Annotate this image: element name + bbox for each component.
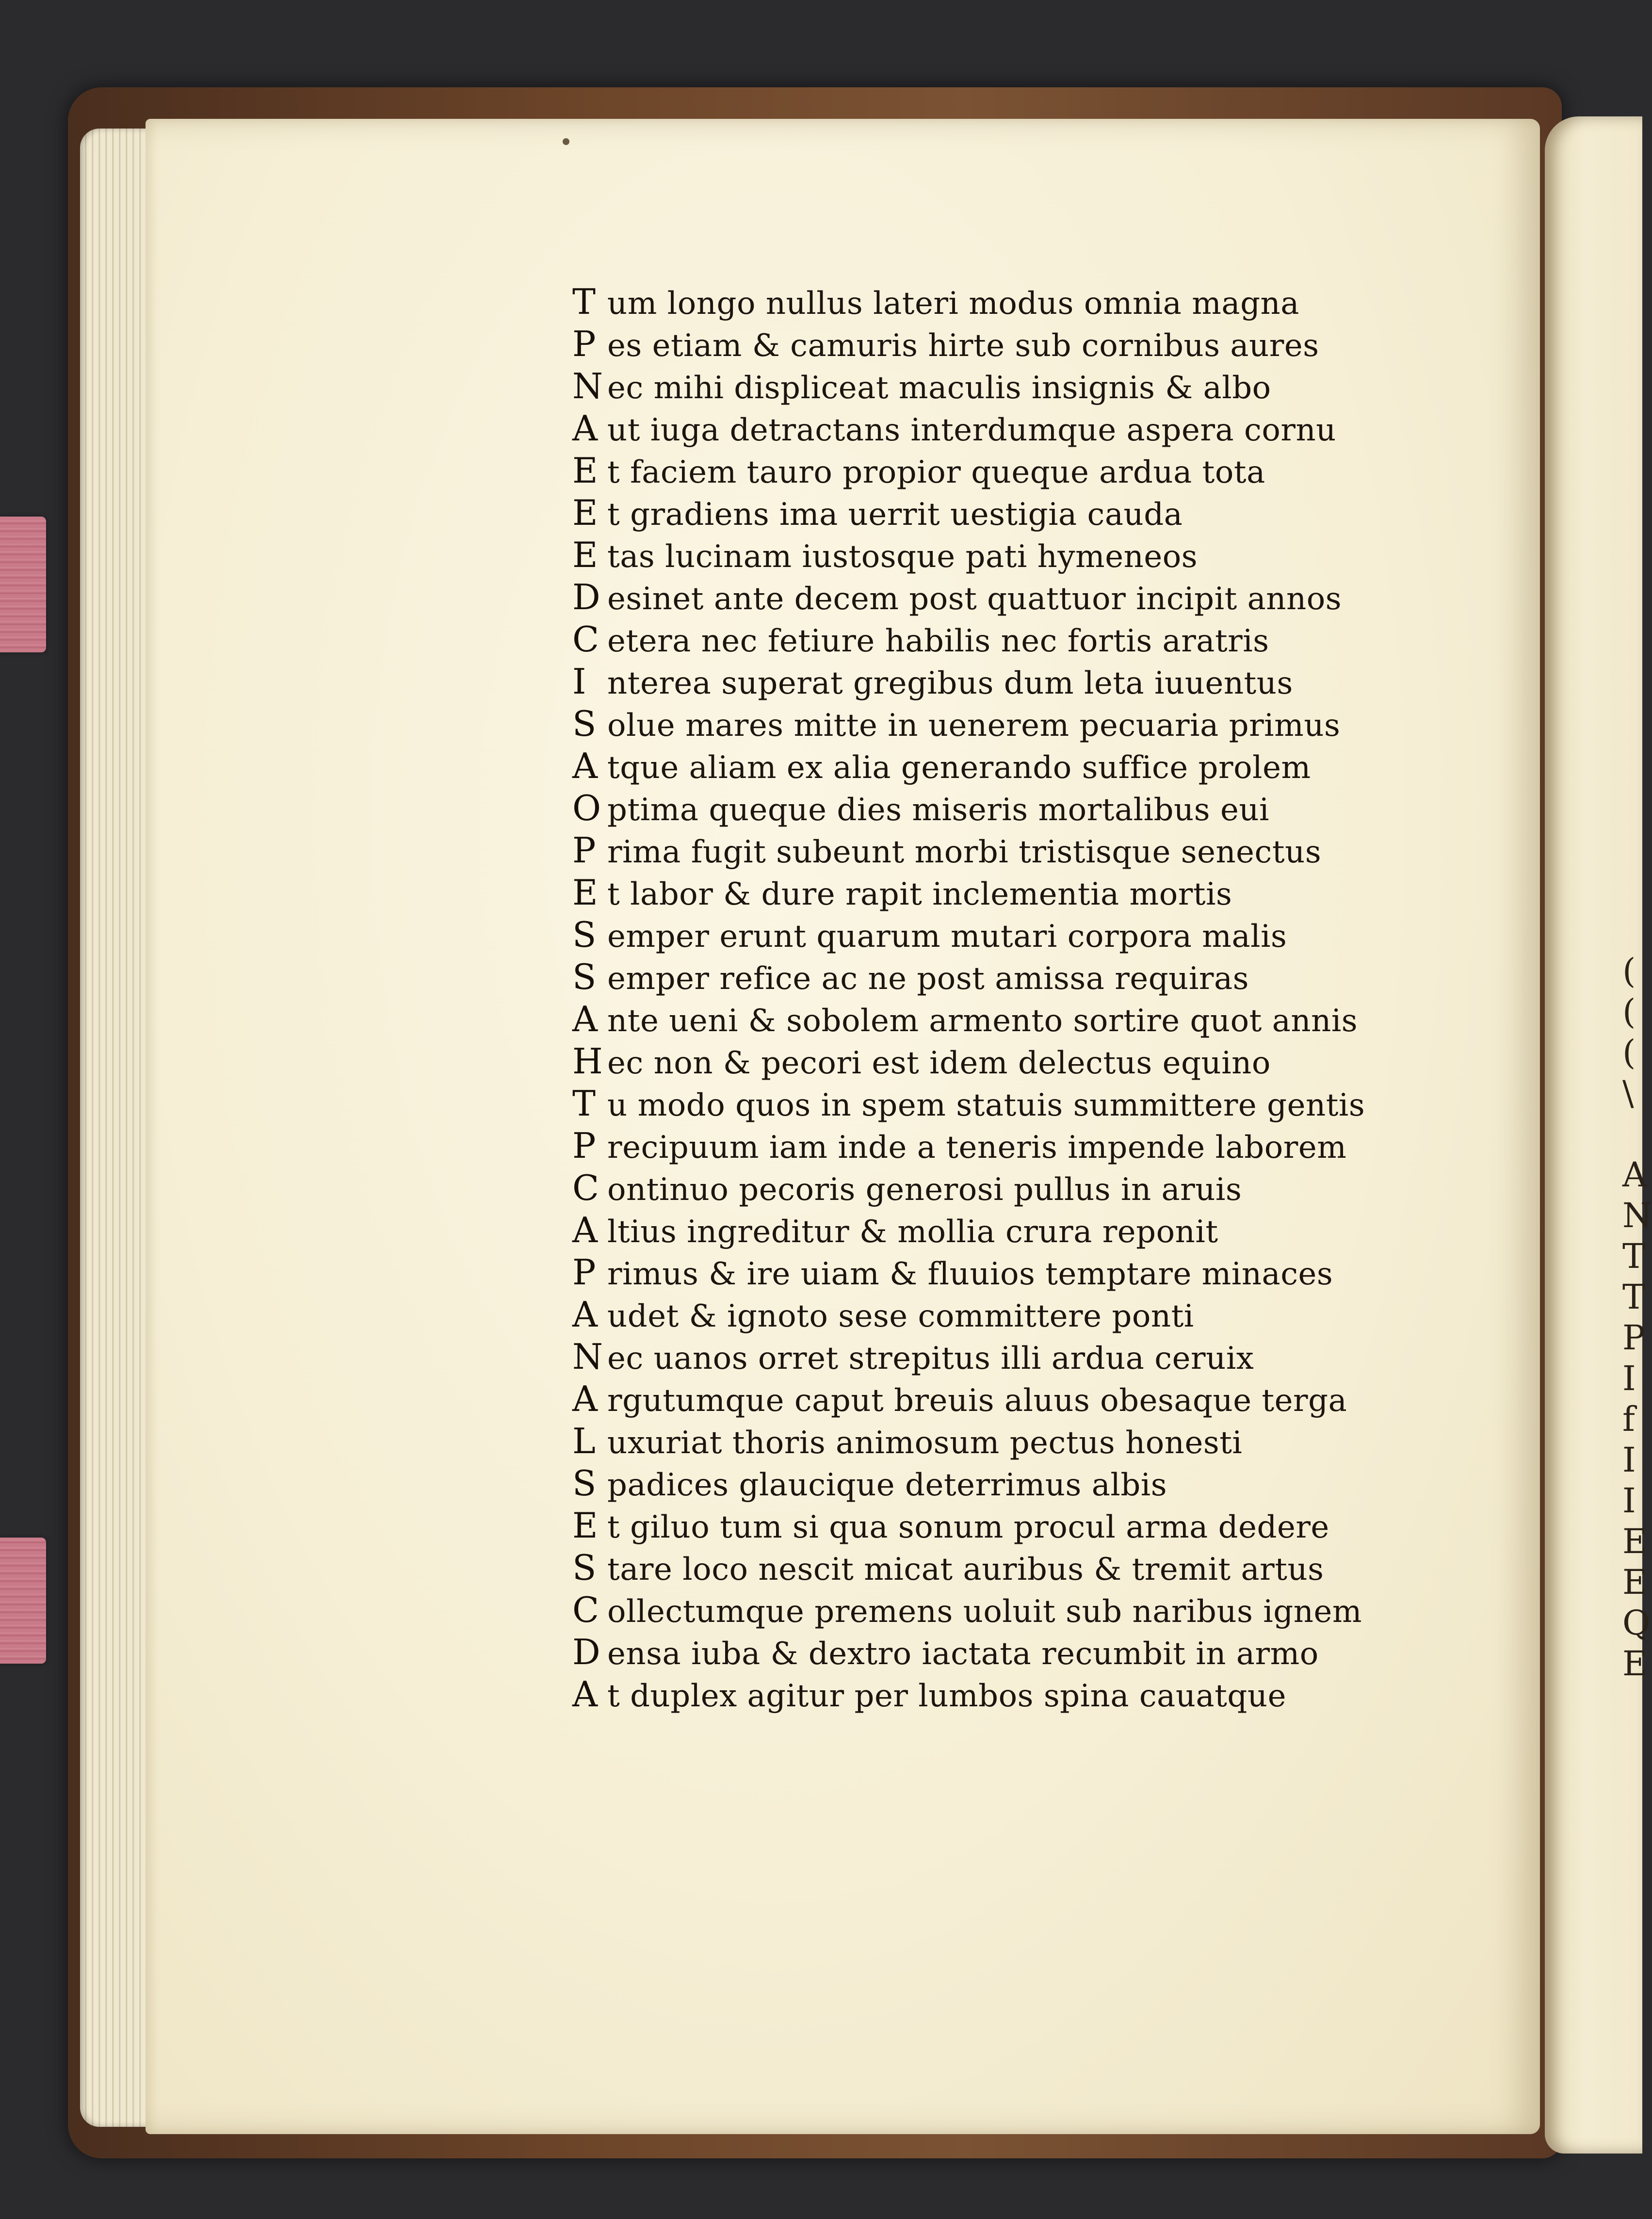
verse-line bbox=[572, 1041, 1377, 1083]
verse-initial: E bbox=[572, 872, 599, 913]
verse-text: t labor & dure rapit inclementia mortis bbox=[607, 876, 1232, 912]
verse-line bbox=[572, 830, 1377, 872]
verse-line bbox=[572, 1505, 1377, 1547]
verse-initial: N bbox=[572, 1336, 603, 1377]
verse-line bbox=[572, 1674, 1377, 1716]
verse-text: es etiam & camuris hirte sub cornibus aures bbox=[607, 328, 1319, 364]
verse-text-block bbox=[572, 281, 1377, 1716]
verse-line bbox=[572, 661, 1377, 703]
ribbon-tab-upper bbox=[0, 517, 46, 652]
verse-line bbox=[572, 872, 1377, 914]
verse-text: esinet ante decem post quattuor incipit annos bbox=[607, 581, 1342, 617]
verse-line bbox=[572, 1463, 1377, 1505]
verse-text: t gradiens ima uerrit uestigia cauda bbox=[607, 497, 1183, 533]
ink-dot bbox=[563, 138, 569, 145]
verse-initial: D bbox=[572, 1632, 601, 1672]
verse-text: padices glaucique deterrimus albis bbox=[607, 1467, 1167, 1503]
verse-text: ec non & pecori est idem delectus equino bbox=[607, 1045, 1271, 1081]
verse-text: rimus & ire uiam & fluuios temptare minaces bbox=[607, 1256, 1333, 1292]
verse-line bbox=[572, 450, 1377, 492]
verse-text: ec mihi displiceat maculis insignis & albo bbox=[607, 370, 1271, 406]
verse-line bbox=[572, 1589, 1377, 1632]
verse-text: emper erunt quarum mutari corpora malis bbox=[607, 919, 1287, 955]
verse-line bbox=[572, 1210, 1377, 1252]
verse-line bbox=[572, 1294, 1377, 1336]
verse-text: tque aliam ex alia generando suffice prolem bbox=[607, 750, 1311, 786]
verse-text: um longo nullus lateri modus omnia magna bbox=[607, 286, 1299, 322]
verse-text: ut iuga detractans interdumque aspera cornu bbox=[607, 412, 1336, 448]
verse-text: emper refice ac ne post amissa requiras bbox=[607, 961, 1249, 997]
verse-initial: A bbox=[572, 1294, 598, 1335]
verse-initial: T bbox=[572, 1083, 596, 1124]
verse-initial: A bbox=[572, 1378, 598, 1419]
verse-text: rgutumque caput breuis aluus obesaque terga bbox=[607, 1383, 1347, 1419]
verse-initial: S bbox=[572, 914, 597, 955]
verse-line bbox=[572, 1378, 1377, 1421]
verse-line bbox=[572, 1421, 1377, 1463]
verse-initial: A bbox=[572, 999, 598, 1039]
verse-initial: N bbox=[572, 366, 603, 406]
verse-line bbox=[572, 1547, 1377, 1589]
verse-initial: A bbox=[572, 1674, 598, 1715]
verse-initial: I bbox=[572, 661, 586, 702]
verse-text: ensa iuba & dextro iactata recumbit in armo bbox=[607, 1636, 1319, 1672]
verse-line bbox=[572, 1083, 1377, 1125]
verse-line bbox=[572, 1632, 1377, 1674]
verse-line bbox=[572, 1167, 1377, 1210]
verse-initial: D bbox=[572, 577, 601, 617]
verse-line bbox=[572, 788, 1377, 830]
verse-line bbox=[572, 619, 1377, 661]
verse-text: recipuum iam inde a teneris impende laborem bbox=[607, 1130, 1347, 1166]
verse-initial: P bbox=[572, 1252, 596, 1293]
verse-line bbox=[572, 535, 1377, 577]
verse-line bbox=[572, 324, 1377, 366]
verse-line bbox=[572, 1336, 1377, 1378]
verse-initial: H bbox=[572, 1041, 603, 1082]
verse-initial: E bbox=[572, 450, 599, 491]
verse-line bbox=[572, 914, 1377, 956]
verse-text: tare loco nescit micat auribus & tremit artus bbox=[607, 1552, 1324, 1587]
verse-text: ontinuo pecoris generosi pullus in aruis bbox=[607, 1172, 1242, 1208]
verse-initial: C bbox=[572, 619, 599, 660]
verse-line bbox=[572, 366, 1377, 408]
verse-text: ollectumque premens uoluit sub naribus ignem bbox=[607, 1594, 1362, 1630]
ribbon-tab-lower bbox=[0, 1538, 46, 1664]
verse-line bbox=[572, 999, 1377, 1041]
verse-line bbox=[572, 703, 1377, 745]
verse-line bbox=[572, 1252, 1377, 1294]
verse-initial: A bbox=[572, 1210, 598, 1250]
verse-initial: S bbox=[572, 956, 597, 997]
verse-text: t faciem tauro propior queque ardua tota bbox=[607, 454, 1265, 490]
verse-initial: O bbox=[572, 788, 601, 828]
verse-text: u modo quos in spem statuis summittere gentis bbox=[607, 1087, 1365, 1123]
verse-text: rima fugit subeunt morbi tristisque senectus bbox=[607, 834, 1322, 870]
verse-text: ec uanos orret strepitus illi ardua ceruix bbox=[607, 1341, 1254, 1377]
verse-text: tas lucinam iustosque pati hymeneos bbox=[607, 539, 1198, 575]
verse-initial: P bbox=[572, 1125, 596, 1166]
verse-initial: A bbox=[572, 408, 598, 449]
verse-initial: P bbox=[572, 324, 596, 364]
verse-initial: L bbox=[572, 1421, 596, 1461]
verse-text: ltius ingreditur & mollia crura reponit bbox=[607, 1214, 1218, 1250]
verse-line bbox=[572, 408, 1377, 450]
verse-initial: E bbox=[572, 492, 599, 533]
facing-page-letters: ( ( ( \ A N T T P I f I I E E Q E bbox=[1622, 951, 1652, 1684]
verse-initial: E bbox=[572, 535, 599, 575]
verse-text: ptima queque dies miseris mortalibus eui bbox=[607, 792, 1269, 828]
verse-text: nte ueni & sobolem armento sortire quot annis bbox=[607, 1003, 1358, 1039]
verse-initial: S bbox=[572, 1463, 597, 1504]
verse-line bbox=[572, 745, 1377, 788]
verse-text: etera nec fetiure habilis nec fortis aratris bbox=[607, 623, 1269, 659]
verse-text: t duplex agitur per lumbos spina cauatque bbox=[607, 1678, 1286, 1714]
verse-initial: E bbox=[572, 1505, 599, 1546]
verse-text: nterea superat gregibus dum leta iuuentus bbox=[607, 665, 1293, 701]
verse-initial: S bbox=[572, 1547, 597, 1588]
verse-line bbox=[572, 281, 1377, 324]
verse-initial: C bbox=[572, 1167, 599, 1208]
verse-initial: C bbox=[572, 1589, 599, 1630]
verse-line bbox=[572, 577, 1377, 619]
verse-text: udet & ignoto sese committere ponti bbox=[607, 1298, 1194, 1334]
verse-initial: P bbox=[572, 830, 596, 871]
verse-line bbox=[572, 956, 1377, 999]
verse-initial: S bbox=[572, 703, 597, 744]
verse-initial: T bbox=[572, 281, 596, 322]
verse-text: uxuriat thoris animosum pectus honesti bbox=[607, 1425, 1243, 1461]
verse-line bbox=[572, 492, 1377, 535]
verse-text: olue mares mitte in uenerem pecuaria primus bbox=[607, 708, 1341, 744]
verse-text: t giluo tum si qua sonum procul arma dedere bbox=[607, 1509, 1329, 1545]
verse-initial: A bbox=[572, 745, 598, 786]
verse-line bbox=[572, 1125, 1377, 1167]
